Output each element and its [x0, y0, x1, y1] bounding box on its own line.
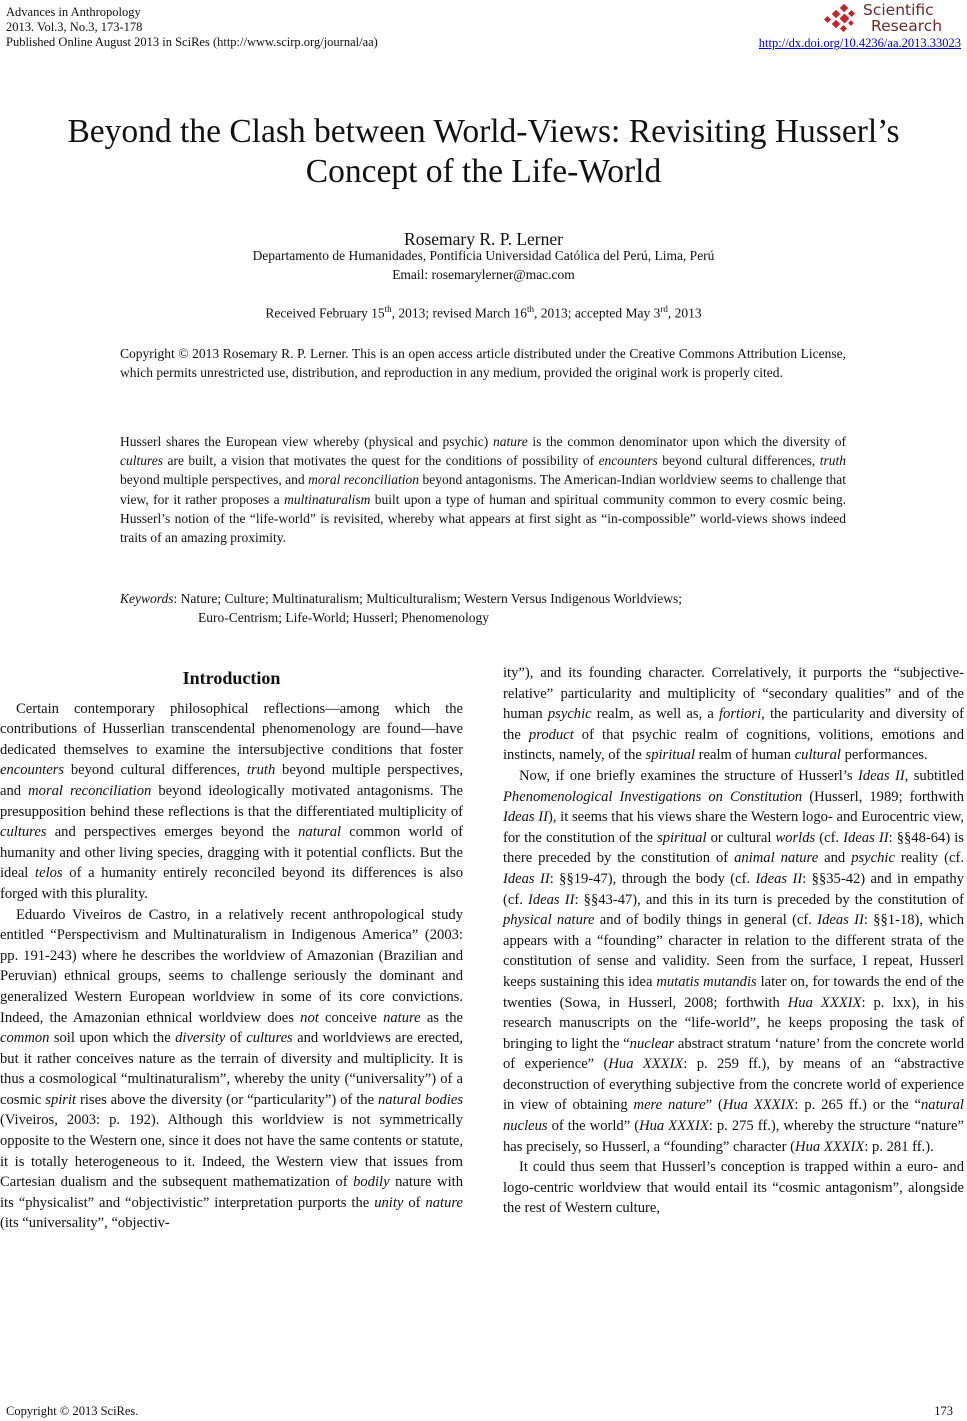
italic-term: natural nucleus	[503, 1097, 964, 1135]
body-paragraph: Eduardo Viveiros de Castro, in a relatively recent anthropological study entitled “Perspectivism and Multinaturalism in Indigenous America” (2003: pp. 191-243) where he describes the worldview of Amazonian (Brazilian and Peruvian) ethnical groups, seems to challenge seriously the dominant and generalized Western European worldview in some of its core convictions. Indeed, the Amazonian ethnical worldview does not conceive nature as the common soil upon which the diversity of cultures and worldviews are erected, but it rather conceives nature as the terrain of diversity and multiplicity. It is thus a cosmological “multinaturalism”, whereby the unity (“universality”) of a cosmic spirit rises above the diversity (or “particularity”) of the natural bodies (Viveiros, 2003: p. 192). Although this worldview is not symmetrically opposite to the Western one, since it does not have the same contents or statute, it is totally heterogeneous to it. Indeed, the Western view that issues from Cartesian dualism and the subsequent mathematization of bodily nature with its “physicalist” and “objectivistic” interpretation purports the unity of nature (its “universality”, “objectiv-	[0, 906, 464, 1232]
italic-term: moral reconciliation	[28, 782, 152, 799]
year-text: , 2013	[667, 305, 702, 321]
italic-term: worlds	[775, 829, 816, 846]
italic-term: Hua XXXIX	[639, 1118, 709, 1135]
italic-term: mere nature	[633, 1097, 706, 1114]
logo-word-scientific: Scientific	[863, 1, 934, 19]
footer-copyright: Copyright © 2013 SciRes.	[6, 1404, 139, 1418]
paper-title	[0, 112, 967, 192]
section-heading-introduction: Introduction	[182, 668, 281, 688]
italic-term: spiritual	[657, 829, 707, 846]
title-line-1: Beyond the Clash between World-Views: Revisiting Husserl’s	[67, 113, 900, 150]
received-sup: th	[384, 304, 392, 314]
italic-term: Phenomenological Investigations on Constitution	[503, 788, 803, 805]
italic-term: Ideas II	[857, 767, 905, 784]
italic-term: Ideas II	[503, 809, 548, 826]
italic-term: Hua XXXIX	[722, 1097, 795, 1114]
italic-term: cultures	[246, 1030, 293, 1047]
keywords-line-1: : Nature; Culture; Multinaturalism; Multiculturalism; Western Versus Indigenous Worldviews;	[173, 591, 683, 606]
journal-name: Advances in Anthropology	[6, 5, 141, 19]
italic-term: spirit	[45, 1091, 77, 1108]
publication-info: Published Online August 2013 in SciRes (http://www.scirp.org/journal/aa)	[6, 35, 378, 49]
italic-term: telos	[35, 865, 63, 882]
italic-term: Ideas II	[527, 891, 575, 908]
doi-link[interactable]: http://dx.doi.org/10.4236/aa.2013.33023	[758, 36, 961, 50]
right-column-body	[503, 663, 964, 1219]
left-column-body	[0, 699, 463, 1234]
author-email[interactable]: Email: rosemarylerner@mac.com	[392, 267, 575, 282]
page-number: 173	[934, 1404, 953, 1418]
italic-term: not	[300, 1009, 319, 1026]
italic-term: product	[528, 726, 574, 743]
italic-term: spiritual	[645, 747, 695, 764]
italic-term: Ideas II	[503, 870, 550, 887]
logo-wordmark	[863, 2, 942, 34]
scientific-research-logo-mark	[819, 4, 859, 34]
accepted-sup: rd	[660, 304, 668, 314]
body-paragraph: Certain contemporary philosophical reflections—among which the contributions of Husserlian transcendental phenomenology are found—have dedicated themselves to examine the intersubjective conditions that foster encounters beyond cultural differences, truth beyond multiple perspectives, and moral reconciliation beyond ideologically motivated antagonisms. The presupposition behind these reflections is that the differentiated multiplicity of cultures and perspectives emerges beyond the natural common world of humanity and other living species, dragging with it potential conflicts. But the ideal telos of a humanity entirely reconciled beyond its differences is also forged with this plurality.	[0, 700, 463, 902]
italic-term: nature	[425, 1194, 463, 1211]
italic-term: diversity	[175, 1030, 226, 1047]
author-affiliation: Departamento de Humanidades, Pontificia Universidad Católica del Perú, Lima, Perú	[252, 248, 715, 263]
italic-term: multinaturalism	[284, 491, 371, 507]
revised-sup: th	[526, 304, 534, 314]
italic-term: cultural	[794, 747, 841, 764]
italic-term: cultures	[120, 453, 163, 469]
italic-term: encounters	[598, 453, 658, 469]
title-line-2: Concept of the Life-World	[305, 153, 662, 190]
italic-term: Ideas II	[817, 912, 864, 929]
italic-term: nature	[492, 434, 528, 449]
keywords	[120, 589, 850, 627]
received-text: Received February 15	[265, 305, 385, 321]
abstract: Husserl shares the European view whereby (physical and psychic) nature is the common denominator upon which the diversity of cultures are built, a vision that motivates the quest for the conditions of possibility of encounters beyond cultural differences, truth beyond multiple perspectives, and moral reconciliation beyond antagonisms. The American-Indian worldview seems to challenge that view, for it rather proposes a multinaturalism built upon a type of human and spiritual community common to every cosmic being. Husserl’s notion of the “life-world” is revisited, whereby what appears at first sight as “in-compossible” world-views shows indeed traits of an amazing proximity.	[120, 434, 846, 546]
italic-term: nuclear	[629, 1035, 675, 1052]
accepted-text: , 2013; accepted May 3	[534, 305, 661, 321]
author-name: Rosemary R. P. Lerner	[404, 229, 563, 249]
copyright-notice: Copyright © 2013 Rosemary R. P. Lerner. This is an open access article distributed under the Creative Commons Attribution License, which permits unrestricted use, distribution, and reproduction in any medium, provided the original work is properly cited.	[120, 346, 846, 381]
italic-term: animal nature	[734, 850, 819, 867]
logo-word-research: Research	[871, 17, 943, 35]
italic-term: Hua XXXIX	[795, 1138, 865, 1155]
italic-term: mutatis mutandis	[656, 973, 757, 990]
body-paragraph: Now, if one briefly examines the structure of Husserl’s Ideas II, subtitled Phenomenological Investigations on Constitution (Husserl, 1989; forthwith Ideas II), it seems that his views share the Western logo- and Eurocentric view, for the constitution of the spiritual or cultural worlds (cf. Ideas II: §§48-64) is there preceded by the constitution of animal nature and psychic reality (cf. Ideas II: §§19-47), through the body (cf. Ideas II: §§35-42) and in empathy (cf. Ideas II: §§43-47), and this in its turn is preceded by the constitution of physical nature and of bodily things in general (cf. Ideas II: §§1-18), which appears with a “founding” character in relation to the different strata of the constitution of sense and validity. Seen from the surface, I repeat, Husserl keeps sustaining this idea mutatis mutandis later on, for towards the end of the twenties (Sowa, in Husserl, 2008; forthwith Hua XXXIX: p. lxx), in his research manuscripts on the “life-world”, he keeps proposing the task of bringing to light the “nuclear abstract stratum ‘nature’ from the concrete world of experience” (Hua XXXIX: p. 259 ff.), by means of an “abstractive deconstruction of everything subjective from the concrete world of experience in view of obtaining mere nature” (Hua XXXIX: p. 265 ff.) or the “natural nucleus of the world” (Hua XXXIX: p. 275 ff.), whereby the structure “nature” has precisely, so Husserl, a “founding” character (Hua XXXIX: p. 281 ff.).	[503, 767, 965, 1155]
body-paragraph: ity”), and its founding character. Correlatively, it purports the “subjective-relative” particularity and multiplicity of “secondary qualities” and of the human psychic realm, as well as, a fortiori, the particularity and diversity of the product of that psychic realm of cognitions, volitions, emotions and instincts, namely, of the spiritual realm of human cultural performances.	[503, 665, 964, 764]
italic-term: Ideas II	[843, 829, 889, 846]
italic-term: psychic	[851, 850, 895, 867]
italic-term: truth	[246, 762, 276, 779]
italic-term: common	[0, 1030, 50, 1047]
italic-term: unity	[374, 1194, 404, 1211]
italic-term: truth	[819, 453, 846, 469]
keywords-label: Keywords	[120, 591, 174, 606]
italic-term: physical nature	[503, 912, 595, 929]
italic-term: cultures	[0, 824, 47, 841]
italic-term: moral reconciliation	[308, 472, 420, 488]
italic-term: fortiori	[718, 706, 762, 723]
italic-term: bodily	[353, 1174, 390, 1191]
publisher-logo	[819, 2, 959, 36]
journal-volume: 2013. Vol.3, No.3, 173-178	[6, 20, 143, 34]
right-column	[503, 663, 964, 1219]
left-column	[0, 668, 463, 1234]
body-paragraph: It could thus seem that Husserl’s conception is trapped within a euro- and logo-centric worldview that would entail its “cosmic antagonism”, alongside the rest of Western culture,	[503, 1159, 964, 1217]
received-dates	[0, 304, 967, 322]
italic-term: Ideas II	[755, 870, 803, 887]
journal-header	[6, 5, 378, 50]
revised-text: , 2013; revised March 16	[391, 305, 527, 321]
italic-term: encounters	[0, 762, 65, 779]
italic-term: Hua XXXIX	[608, 1056, 684, 1073]
keywords-line-2: Euro-Centrism; Life-World; Husserl; Phenomenology	[198, 610, 489, 625]
italic-term: Hua XXXIX	[787, 994, 862, 1011]
italic-term: psychic	[547, 706, 592, 723]
italic-term: natural	[298, 824, 342, 841]
italic-term: nature	[383, 1009, 421, 1026]
italic-term: natural bodies	[378, 1091, 463, 1108]
